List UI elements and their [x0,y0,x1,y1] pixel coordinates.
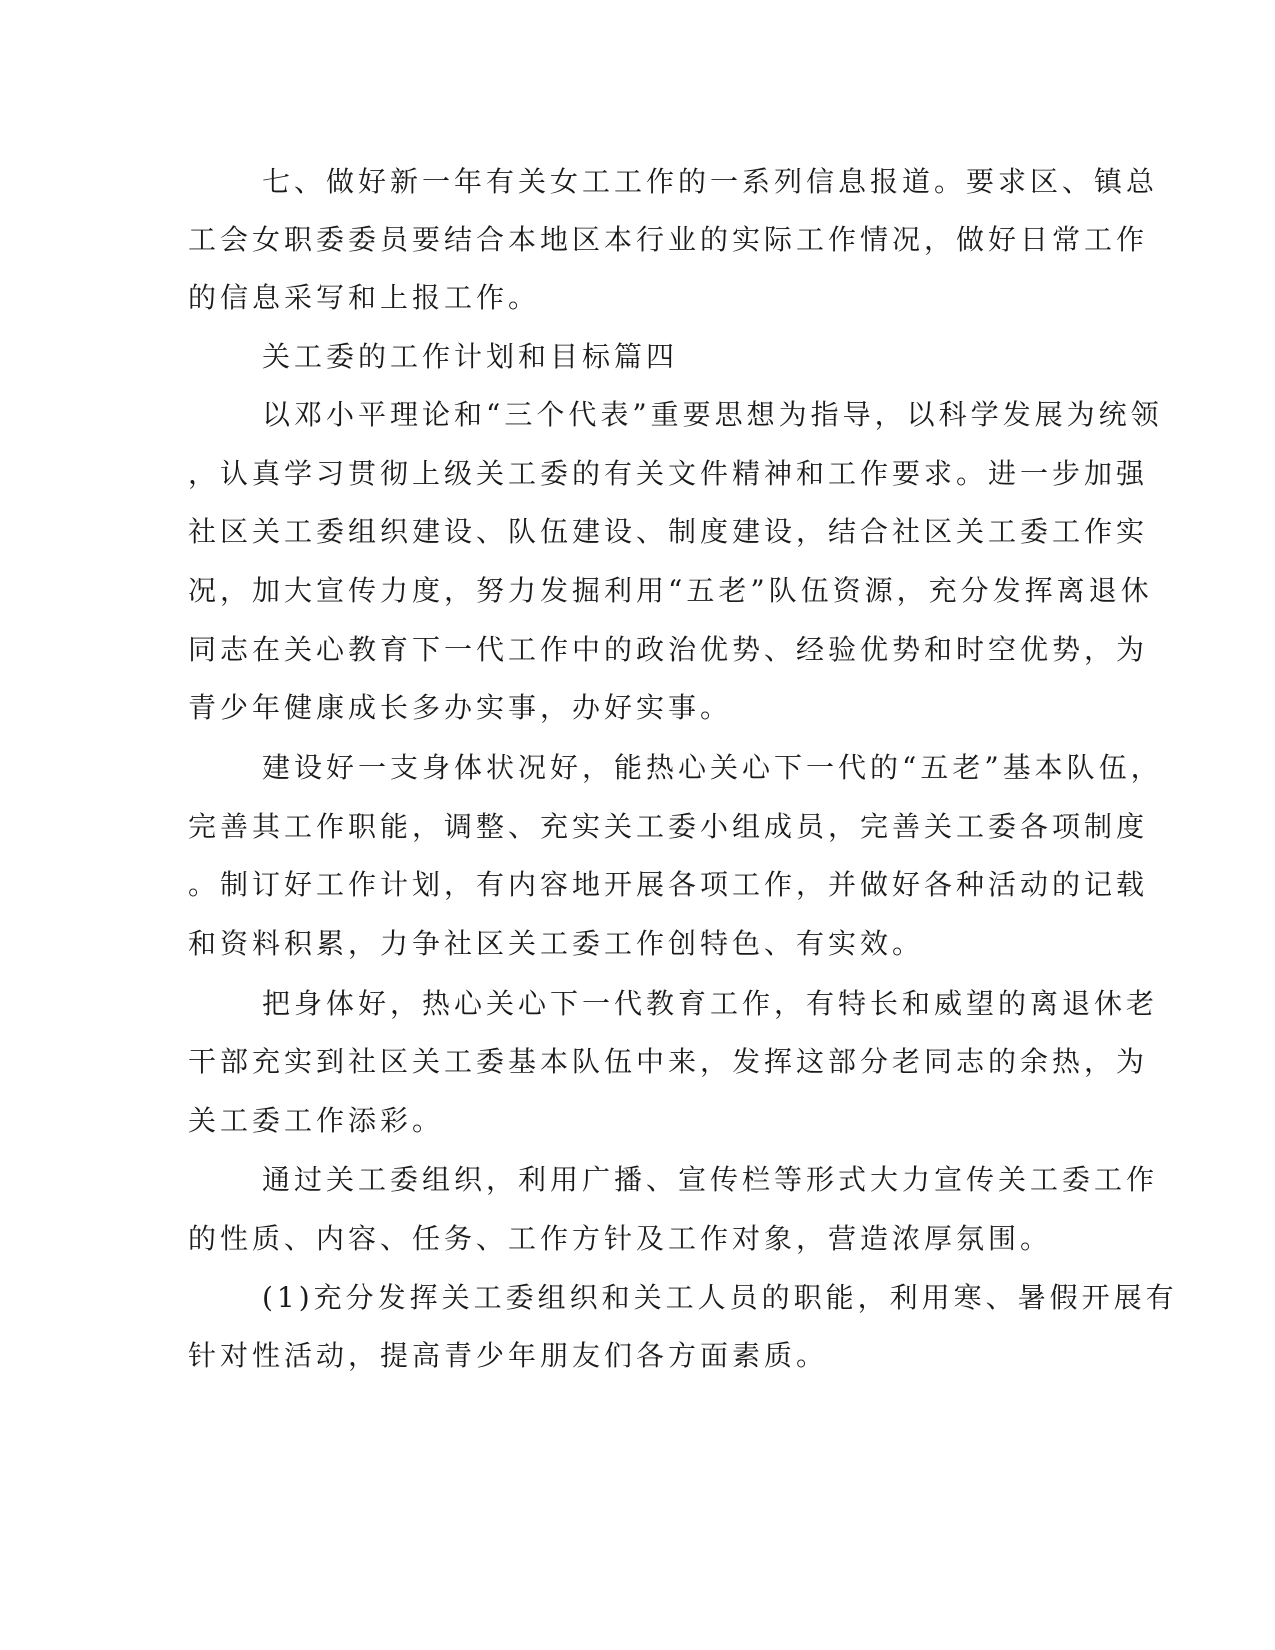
list-item-line: (1)充分发挥关工委组织和关工人员的职能，利用寒、暑假开展有 [262,1281,1178,1314]
section-heading: 关工委的工作计划和目标篇四 [262,340,679,373]
paragraph-line: 通过关工委组织，利用广播、宣传栏等形式大力宣传关工委工作 [262,1163,1159,1196]
paragraph-line: 和资料积累，力争社区关工委工作创特色、有实效。 [188,927,925,960]
paragraph-line: 七、做好新一年有关女工工作的一系列信息报道。要求区、镇总 [262,165,1159,198]
paragraph-line: 把身体好，热心关心下一代教育工作，有特长和威望的离退休老 [262,987,1159,1020]
paragraph-line: 况，加大宣传力度，努力发掘利用“五老”队伍资源，充分发挥离退休 [188,574,1153,607]
paragraph-line: ，认真学习贯彻上级关工委的有关文件精神和工作要求。进一步加强 [188,457,1149,490]
paragraph-line: 以邓小平理论和“三个代表”重要思想为指导，以科学发展为统领 [262,398,1163,431]
paragraph-line: 工会女职委委员要结合本地区本行业的实际工作情况，做好日常工作 [188,223,1149,256]
paragraph-line: 同志在关心教育下一代工作中的政治优势、经验优势和时空优势，为 [188,633,1149,666]
paragraph-line: 的性质、内容、任务、工作方针及工作对象，营造浓厚氛围。 [188,1222,1053,1255]
paragraph-line: 干部充实到社区关工委基本队伍中来，发挥这部分老同志的余热，为 [188,1045,1149,1078]
paragraph-line: 。制订好工作计划，有内容地开展各项工作，并做好各种活动的记载 [188,868,1149,901]
list-item-line: 针对性活动，提高青少年朋友们各方面素质。 [188,1339,829,1372]
paragraph-line: 社区关工委组织建设、队伍建设、制度建设，结合社区关工委工作实 [188,515,1149,548]
paragraph-line: 青少年健康成长多办实事，办好实事。 [188,691,733,724]
paragraph-line: 关工委工作添彩。 [188,1104,445,1137]
paragraph-line: 的信息采写和上报工作。 [188,281,541,314]
paragraph-line: 建设好一支身体状况好，能热心关心下一代的“五老”基本队伍， [262,751,1163,784]
paragraph-line: 完善其工作职能，调整、充实关工委小组成员，完善关工委各项制度 [188,810,1149,843]
